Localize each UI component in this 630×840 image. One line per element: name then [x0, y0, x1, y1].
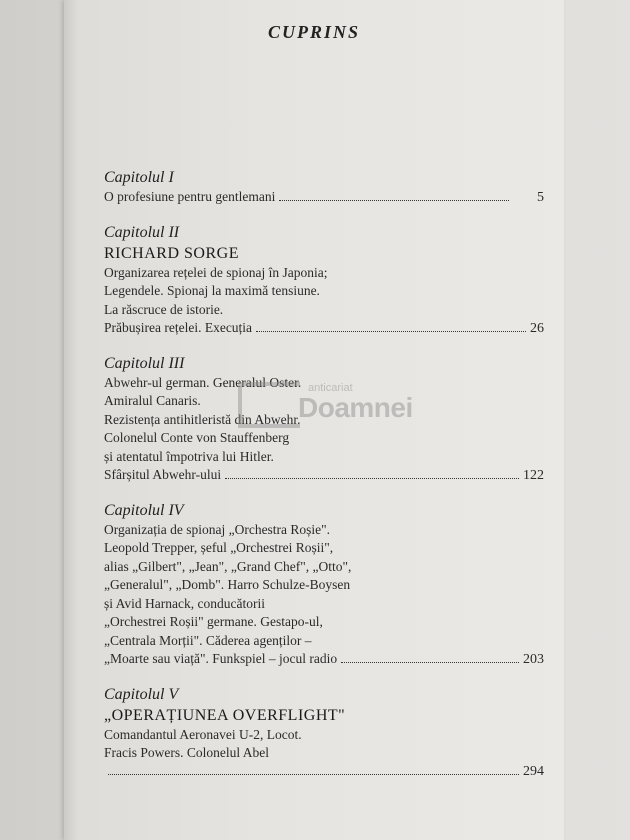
- chapter-title: „OPERAȚIUNEA OVERFLIGHT": [104, 706, 346, 724]
- entry-text: „Moarte sau viață". Funkspiel – jocul radio: [104, 651, 338, 666]
- toc-line: Comandantul Aeronavei U-2, Locot.: [104, 726, 302, 742]
- toc-line: Organizarea rețelei de spionaj în Japonia;: [104, 264, 328, 280]
- toc-entry-row: [104, 319, 544, 339]
- toc-line: „Orchestrei Roșii" germane. Gestapo-ul,: [104, 614, 323, 629]
- toc-entry-row: [104, 650, 544, 670]
- page-number: 122: [523, 468, 544, 483]
- toc-line: Abwehr-ul german. Generalul Oster.: [104, 374, 302, 390]
- toc-line: Colonelul Conte von Stauffenberg: [104, 430, 290, 445]
- toc-entry-row: [104, 763, 544, 782]
- chapter-2: [104, 223, 544, 339]
- toc-line: și atentatul împotriva lui Hitler.: [104, 448, 274, 464]
- toc-line: La răscruce de istorie.: [104, 301, 224, 317]
- page-title: CUPRINS: [267, 22, 361, 42]
- chapter-5: [104, 685, 544, 782]
- entry-text: Sfârșitul Abwehr-ului: [104, 467, 222, 482]
- toc-line: Rezistența antihitleristă din Abwehr.: [104, 411, 301, 427]
- page-gutter-shadow: [64, 0, 78, 840]
- toc-line: „Generalul", „Domb". Harro Schulze-Boysen: [104, 577, 351, 592]
- watermark-logo: [238, 382, 418, 442]
- toc-line: și Avid Harnack, conducătorii: [104, 595, 265, 611]
- toc-line: Amiralul Canaris.: [104, 393, 201, 408]
- dot-leader: [341, 662, 519, 663]
- watermark-small-text: anticariat: [308, 382, 353, 394]
- toc-entry-row: [104, 188, 544, 208]
- dot-leader: [256, 331, 526, 332]
- toc-line: Legendele. Spionaj la maximă tensiune.: [104, 283, 320, 298]
- chapter-label: Capitolul I: [104, 169, 174, 186]
- table-of-contents: [104, 168, 544, 796]
- dot-leader: [225, 478, 519, 479]
- toc-line: Leopold Trepper, șeful „Orchestrei Roșii",: [104, 540, 334, 555]
- entry-text: Prăbușirea rețelei. Execuția: [104, 320, 253, 335]
- toc-line: alias „Gilbert", „Jean", „Grand Chef", „Otto",: [104, 558, 352, 574]
- chapter-label: Capitolul V: [104, 685, 179, 703]
- toc-line: „Centrala Morții". Căderea agenților –: [104, 632, 312, 648]
- page-number: 5: [537, 190, 544, 205]
- dot-leader: [108, 774, 519, 775]
- page-number: 294: [523, 763, 544, 779]
- page-number: 26: [530, 321, 544, 336]
- page-number: 203: [523, 652, 544, 667]
- chapter-4: [104, 501, 544, 670]
- chapter-label: Capitolul II: [104, 223, 180, 241]
- watermark-frame-icon: [238, 382, 300, 428]
- toc-line: Fracis Powers. Colonelul Abel: [104, 745, 269, 760]
- toc-line: Organizația de spionaj „Orchestra Roșie".: [104, 521, 331, 537]
- chapter-title: RICHARD SORGE: [104, 244, 239, 262]
- dot-leader: [279, 200, 509, 201]
- chapter-label: Capitolul IV: [104, 501, 184, 519]
- chapter-label: Capitolul III: [104, 354, 185, 372]
- entry-text: O profesiune pentru gentlemani: [104, 189, 276, 204]
- watermark-big-text: Doamnei: [298, 392, 413, 423]
- chapter-1: [104, 168, 544, 208]
- toc-entry-row: [104, 466, 544, 486]
